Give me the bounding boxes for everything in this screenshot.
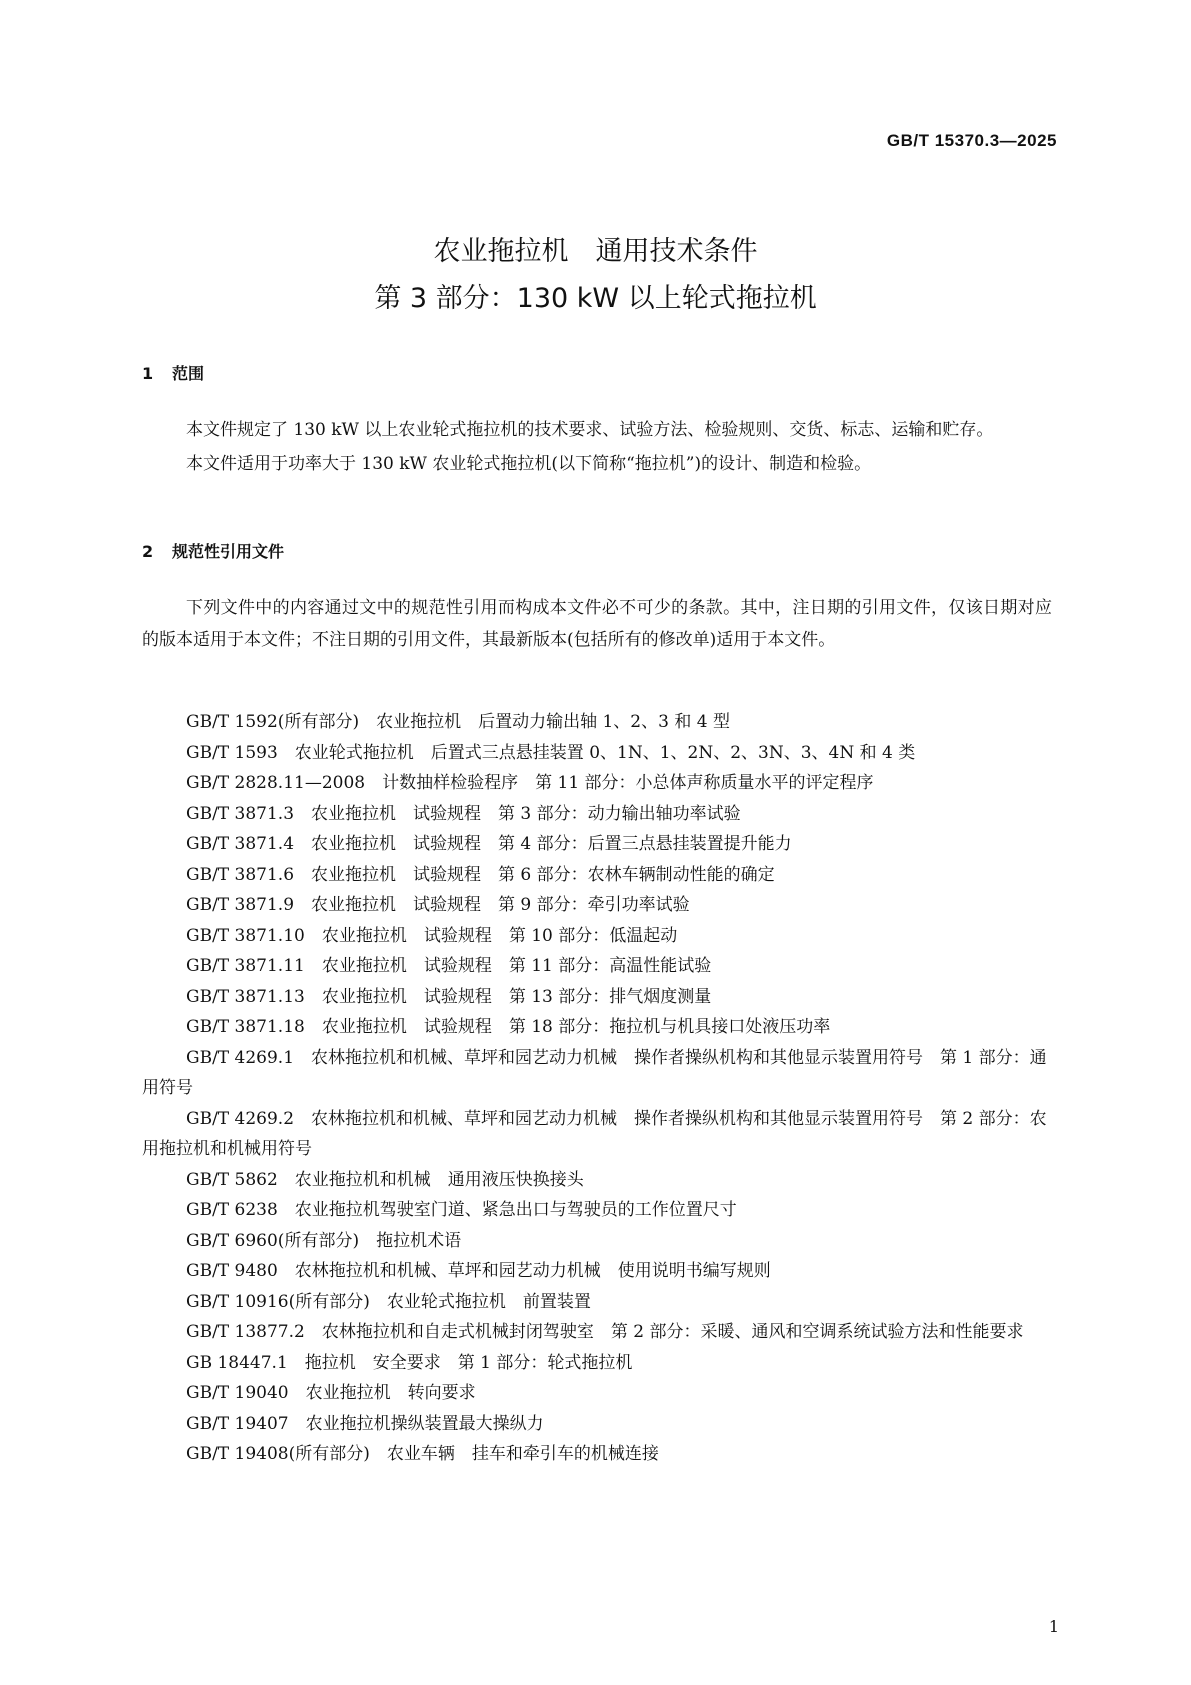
scope-paragraph-2: 本文件适用于功率大于 130 kW 农业轮式拖拉机(以下简称“拖拉机”)的设计、制造和检验。 <box>186 454 872 474</box>
reference-list <box>142 707 1052 1470</box>
section1-title: 范围 <box>172 364 205 383</box>
section1-number: 1 <box>142 364 154 383</box>
reference-item: GB/T 3871.9 农业拖拉机 试验规程 第 9 部分：牵引功率试验 <box>186 895 690 915</box>
reference-item: GB/T 4269.2 农林拖拉机和机械、草坪和园艺动力机械 操作者操纵机构和其他显示装置用符号 第 2 部分：农用拖拉机和机械用符号 <box>142 1108 1047 1159</box>
reference-item: GB 18447.1 拖拉机 安全要求 第 1 部分：轮式拖拉机 <box>186 1352 633 1373</box>
document-title-line1: 农业拖拉机 通用技术条件 <box>433 236 758 267</box>
section2-number: 2 <box>142 542 154 561</box>
reference-item: GB/T 6960(所有部分) 拖拉机术语 <box>186 1230 462 1251</box>
reference-item: GB/T 4269.1 农林拖拉机和机械、草坪和园艺动力机械 操作者操纵机构和其他显示装置用符号 第 1 部分：通用符号 <box>142 1047 1047 1098</box>
reference-item: GB/T 3871.10 农业拖拉机 试验规程 第 10 部分：低温起动 <box>186 925 678 946</box>
reference-item: GB/T 19040 农业拖拉机 转向要求 <box>186 1383 476 1403</box>
reference-item: GB/T 6238 农业拖拉机驾驶室门道、紧急出口与驾驶员的工作位置尺寸 <box>186 1200 737 1220</box>
reference-item: GB/T 19407 农业拖拉机操纵装置最大操纵力 <box>186 1413 544 1434</box>
section2-heading <box>142 539 284 562</box>
scope-paragraph-1: 本文件规定了 130 kW 以上农业轮式拖拉机的技术要求、试验方法、检验规则、交货、标志、运输和贮存。 <box>186 420 994 440</box>
reference-item: GB/T 3871.13 农业拖拉机 试验规程 第 13 部分：排气烟度测量 <box>186 986 712 1007</box>
reference-item: GB/T 3871.6 农业拖拉机 试验规程 第 6 部分：农林车辆制动性能的确定 <box>186 864 775 885</box>
reference-item: GB/T 3871.18 农业拖拉机 试验规程 第 18 部分：拖拉机与机具接口处液压功率 <box>186 1017 831 1037</box>
reference-item: GB/T 19408(所有部分) 农业车辆 挂车和牵引车的机械连接 <box>186 1444 659 1464</box>
reference-item: GB/T 1592(所有部分) 农业拖拉机 后置动力输出轴 1、2、3 和 4 型 <box>186 712 730 732</box>
references-intro-paragraph: 下列文件中的内容通过文中的规范性引用而构成本文件必不可少的条款。其中，注日期的引用文件，仅该日期对应的版本适用于本文件；不注日期的引用文件，其最新版本(包括所有的修改单)适用于本文件。 <box>142 598 1052 650</box>
section2-title: 规范性引用文件 <box>172 542 285 561</box>
reference-item: GB/T 3871.4 农业拖拉机 试验规程 第 4 部分：后置三点悬挂装置提升能力 <box>186 834 792 854</box>
document-code: GB/T 15370.3—2025 <box>886 131 1057 150</box>
section2-intro <box>142 592 1052 656</box>
reference-item: GB/T 3871.3 农业拖拉机 试验规程 第 3 部分：动力输出轴功率试验 <box>186 803 741 824</box>
reference-item: GB/T 1593 农业轮式拖拉机 后置式三点悬挂装置 0、1N、1、2N、2、3N、3、4N 和 4 类 <box>186 742 916 763</box>
reference-item: GB/T 13877.2 农林拖拉机和自走式机械封闭驾驶室 第 2 部分：采暖、通风和空调系统试验方法和性能要求 <box>186 1322 1024 1342</box>
reference-item: GB/T 2828.11—2008 计数抽样检验程序 第 11 部分：小总体声称质量水平的评定程序 <box>186 773 874 793</box>
reference-item: GB/T 5862 农业拖拉机和机械 通用液压快换接头 <box>186 1169 584 1190</box>
document-title-line2: 第 3 部分：130 kW 以上轮式拖拉机 <box>374 283 817 314</box>
section1-heading <box>142 361 204 384</box>
reference-item: GB/T 9480 农林拖拉机和机械、草坪和园艺动力机械 使用说明书编写规则 <box>186 1261 771 1281</box>
section1-body <box>142 414 1052 480</box>
reference-item: GB/T 10916(所有部分) 农业轮式拖拉机 前置装置 <box>186 1291 591 1312</box>
reference-item: GB/T 3871.11 农业拖拉机 试验规程 第 11 部分：高温性能试验 <box>186 956 712 976</box>
page-number: 1 <box>1048 1617 1059 1636</box>
